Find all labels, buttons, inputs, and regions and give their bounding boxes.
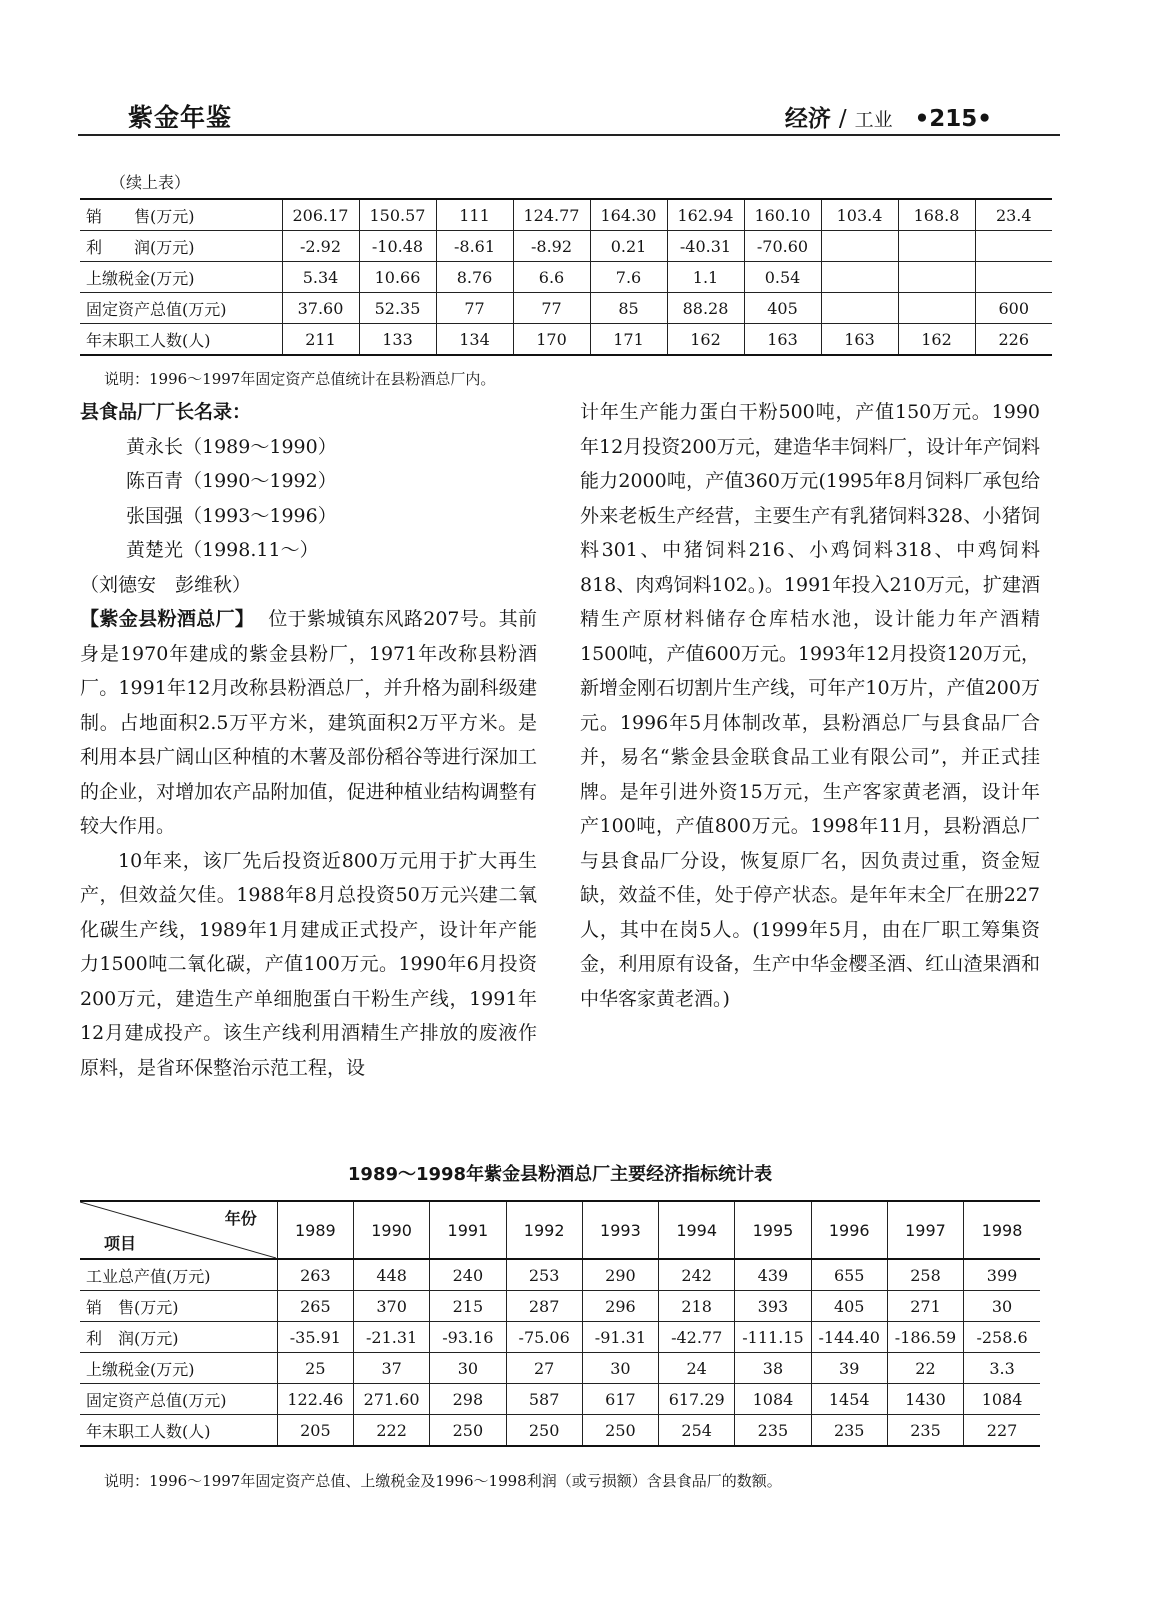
- table-cell: 253: [506, 1259, 582, 1291]
- entry-paragraph: [80, 602, 537, 844]
- table-cell: 24: [659, 1353, 735, 1384]
- table-cell: 439: [735, 1259, 811, 1291]
- table-cell: [898, 293, 975, 324]
- table-cell: 1.1: [667, 262, 744, 293]
- table-cell: 103.4: [821, 199, 898, 231]
- table-cell: [898, 262, 975, 293]
- table-cell: 258: [887, 1259, 963, 1291]
- table-cell: 600: [975, 293, 1052, 324]
- director-item: 张国强（1993～1996）: [126, 504, 337, 527]
- table-row: [80, 1353, 1040, 1384]
- right-column: [580, 395, 1040, 1016]
- table-cell: 448: [353, 1259, 429, 1291]
- row-label: 利 润(万元): [80, 1322, 277, 1353]
- table-row: [80, 262, 1052, 293]
- table-cell: 1430: [887, 1384, 963, 1415]
- table-cell: -75.06: [506, 1322, 582, 1353]
- table-cell: 3.3: [964, 1353, 1040, 1384]
- director-item: 陈百青（1990～1992）: [126, 470, 337, 492]
- table-cell: 265: [277, 1291, 353, 1322]
- left-column: [80, 395, 537, 1085]
- table-cell: 88.28: [667, 293, 744, 324]
- header-item-label: 项目: [104, 1234, 137, 1253]
- table-cell: 122.46: [277, 1384, 353, 1415]
- table-cell: 0.21: [590, 231, 667, 262]
- table-cell: 655: [811, 1259, 887, 1291]
- table-cell: 52.35: [359, 293, 436, 324]
- section-name: 经济: [784, 106, 831, 132]
- table-cell: 235: [735, 1415, 811, 1447]
- table-cell: 393: [735, 1291, 811, 1322]
- table-cell: 8.76: [436, 262, 513, 293]
- row-label: 上缴税金(万元): [80, 262, 282, 293]
- table-row: [80, 231, 1052, 262]
- table-cell: 211: [282, 324, 359, 356]
- table-row: [80, 1322, 1040, 1353]
- table-cell: 162: [898, 324, 975, 356]
- page-header: [78, 98, 1060, 136]
- table-cell: -70.60: [744, 231, 821, 262]
- table-cell: -91.31: [582, 1322, 658, 1353]
- table-cell: 170: [513, 324, 590, 356]
- table-cell: 242: [659, 1259, 735, 1291]
- year-header: 1992: [506, 1201, 582, 1259]
- table-cell: [821, 231, 898, 262]
- table-cell: 150.57: [359, 199, 436, 231]
- table-cell: 77: [513, 293, 590, 324]
- book-title: 紫金年鉴: [128, 103, 233, 132]
- table-cell: [821, 262, 898, 293]
- row-label: 年末职工人数(人): [80, 1415, 277, 1447]
- table-row: [80, 1415, 1040, 1447]
- table-cell: 206.17: [282, 199, 359, 231]
- table-cell: 168.8: [898, 199, 975, 231]
- table-cell: 617: [582, 1384, 658, 1415]
- section-label: [785, 100, 992, 133]
- table-cell: 124.77: [513, 199, 590, 231]
- table-cell: 399: [964, 1259, 1040, 1291]
- table-cell: 240: [430, 1259, 506, 1291]
- table-cell: 617.29: [659, 1384, 735, 1415]
- table-row: [80, 324, 1052, 356]
- table-cell: 133: [359, 324, 436, 356]
- table-cell: 263: [277, 1259, 353, 1291]
- table-cell: -35.91: [277, 1322, 353, 1353]
- table-cell: [975, 262, 1052, 293]
- table-cell: 0.54: [744, 262, 821, 293]
- table-cell: 250: [582, 1415, 658, 1447]
- economic-indicators-table: [80, 1200, 1040, 1447]
- table-cell: [821, 293, 898, 324]
- table-cell: 218: [659, 1291, 735, 1322]
- row-label: 上缴税金(万元): [80, 1353, 277, 1384]
- table-cell: 162: [667, 324, 744, 356]
- row-label: 利 润(万元): [80, 231, 282, 262]
- table-cell: 1454: [811, 1384, 887, 1415]
- section-separator: /: [838, 106, 847, 132]
- year-header: 1991: [430, 1201, 506, 1259]
- table-cell: 37: [353, 1353, 429, 1384]
- table-note: 说明：1996～1997年固定资产总值、上缴税金及1996～1998利润（或亏损额）含县食品厂的数额。: [104, 1472, 782, 1490]
- year-header: 1997: [887, 1201, 963, 1259]
- table-cell: -40.31: [667, 231, 744, 262]
- table-cell: 1084: [735, 1384, 811, 1415]
- table-cell: -8.92: [513, 231, 590, 262]
- continued-stats-table: [80, 198, 1052, 356]
- table-cell: 587: [506, 1384, 582, 1415]
- table-cell: 222: [353, 1415, 429, 1447]
- year-header: 1994: [659, 1201, 735, 1259]
- table-cell: 39: [811, 1353, 887, 1384]
- table-row: [80, 293, 1052, 324]
- year-header: 1998: [964, 1201, 1040, 1259]
- table-cell: 164.30: [590, 199, 667, 231]
- table-cell: 171: [590, 324, 667, 356]
- table-cell: 163: [744, 324, 821, 356]
- table-continued-label: （续上表）: [110, 173, 191, 192]
- table-cell: 250: [506, 1415, 582, 1447]
- table-cell: -21.31: [353, 1322, 429, 1353]
- entry-text: 位于紫城镇东风路207号。其前身是1970年建成的紫金县粉厂，1971年改称县粉酒厂。1991年12月改称县粉酒总厂，并升格为副科级建制。占地面积2.5万平方米，建筑面积2万平方米。是利用本县广阔山区种植的木薯及部份稻谷等进行深加工的企业，对增加农产品附加值，促进种植业结构调整有较大作用。: [80, 608, 537, 837]
- table-cell: 271.60: [353, 1384, 429, 1415]
- table-cell: [975, 231, 1052, 262]
- table-cell: 296: [582, 1291, 658, 1322]
- table-cell: 287: [506, 1291, 582, 1322]
- table-cell: 254: [659, 1415, 735, 1447]
- row-label: 年末职工人数(人): [80, 324, 282, 356]
- table-row: [80, 199, 1052, 231]
- table-row: [80, 1259, 1040, 1291]
- director-item: 黄永长（1989～1990）: [126, 435, 337, 458]
- year-header: 1996: [811, 1201, 887, 1259]
- row-label: 工业总产值(万元): [80, 1259, 277, 1291]
- entry-title: 【紫金县粉酒总厂】: [80, 608, 255, 630]
- row-label: 销 售(万元): [80, 199, 282, 231]
- table-cell: 215: [430, 1291, 506, 1322]
- table-cell: 160.10: [744, 199, 821, 231]
- table-cell: 1084: [964, 1384, 1040, 1415]
- table-cell: -258.6: [964, 1322, 1040, 1353]
- table-cell: 227: [964, 1415, 1040, 1447]
- table-cell: 27: [506, 1353, 582, 1384]
- year-header: 1993: [582, 1201, 658, 1259]
- table-cell: 30: [582, 1353, 658, 1384]
- year-header: 1989: [277, 1201, 353, 1259]
- table-cell: 370: [353, 1291, 429, 1322]
- authors: （刘德安 彭维秋）: [80, 573, 252, 596]
- table-cell: 10.66: [359, 262, 436, 293]
- table-cell: -93.16: [430, 1322, 506, 1353]
- table-cell: 23.4: [975, 199, 1052, 231]
- table-cell: 5.34: [282, 262, 359, 293]
- table-row: [80, 1384, 1040, 1415]
- table-cell: 85: [590, 293, 667, 324]
- table-cell: -144.40: [811, 1322, 887, 1353]
- table-note: 说明：1996～1997年固定资产总值统计在县粉酒总厂内。: [104, 370, 496, 388]
- table-cell: -186.59: [887, 1322, 963, 1353]
- directory-title: 县食品厂厂长名录：: [80, 401, 252, 423]
- table-cell: 271: [887, 1291, 963, 1322]
- table-cell: 30: [430, 1353, 506, 1384]
- page-number: •215•: [914, 106, 992, 132]
- table-cell: -42.77: [659, 1322, 735, 1353]
- table-cell: 235: [887, 1415, 963, 1447]
- table-cell: 250: [430, 1415, 506, 1447]
- table-row: [80, 1291, 1040, 1322]
- table-cell: 205: [277, 1415, 353, 1447]
- year-header: 1995: [735, 1201, 811, 1259]
- table-cell: 22: [887, 1353, 963, 1384]
- table-cell: -10.48: [359, 231, 436, 262]
- table-cell: -111.15: [735, 1322, 811, 1353]
- subsection-name: 工业: [854, 109, 893, 131]
- table-cell: 226: [975, 324, 1052, 356]
- table-cell: 134: [436, 324, 513, 356]
- table-cell: 37.60: [282, 293, 359, 324]
- table-cell: 6.6: [513, 262, 590, 293]
- table-cell: 111: [436, 199, 513, 231]
- table-cell: [898, 231, 975, 262]
- table-cell: 25: [277, 1353, 353, 1384]
- body-paragraph: 计年生产能力蛋白干粉500吨，产值150万元。1990年12月投资200万元，建造华丰饲料厂，设计年产饲料能力2000吨，产值360万元(1995年8月饲料厂承包给外来老板生产经营，主要生产有乳猪饲料328、小猪饲料301、中猪饲料216、小鸡饲料318、中鸡饲料818、肉鸡饲料102。)。1991年投入210万元，扩建酒精生产原材料储存仓库桔水池，设计能力年产酒精1500吨，产值600万元。1993年12月投资120万元，新增金刚石切割片生产线，可年产10万片，产值200万元。1996年5月体制改革，县粉酒总厂与县食品厂合并，易名“紫金县金联食品工业有限公司”，并正式挂牌。是年引进外资15万元，生产客家黄老酒，设计年产100吨，产值800万元。1998年11月，县粉酒总厂与县食品厂分设，恢复原厂名，因负责过重，资金短缺，效益不佳，处于停产状态。是年年末全厂在册227人，其中在岗5人。(1999年5月，由在厂职工筹集资金，利用原有设备，生产中华金樱圣酒、红山渣果酒和中华客家黄老酒。): [580, 401, 1040, 1010]
- table-cell: 290: [582, 1259, 658, 1291]
- table-cell: 298: [430, 1384, 506, 1415]
- table-cell: 7.6: [590, 262, 667, 293]
- director-item: 黄楚光（1998.11～）: [126, 539, 319, 561]
- table-caption: 1989～1998年紫金县粉酒总厂主要经济指标统计表: [347, 1164, 773, 1185]
- row-label: 固定资产总值(万元): [80, 1384, 277, 1415]
- table-cell: 163: [821, 324, 898, 356]
- header-year-label: 年份: [224, 1209, 257, 1228]
- table-cell: 30: [964, 1291, 1040, 1322]
- body-paragraph: 10年来，该厂先后投资近800万元用于扩大再生产，但效益欠佳。1988年8月总投资50万元兴建二氧化碳生产线，1989年1月建成正式投产，设计年产能力1500吨二氧化碳，产值100万元。1990年6月投资200万元，建造生产单细胞蛋白干粉生产线，1991年12月建成投产。该生产线利用酒精生产排放的废液作原料，是省环保整治示范工程，设: [80, 849, 537, 1079]
- table-cell: 235: [811, 1415, 887, 1447]
- table-cell: -2.92: [282, 231, 359, 262]
- table-cell: -8.61: [436, 231, 513, 262]
- table-cell: 162.94: [667, 199, 744, 231]
- table-cell: 77: [436, 293, 513, 324]
- header-corner-cell: [80, 1201, 277, 1259]
- table-cell: 405: [811, 1291, 887, 1322]
- table-cell: 405: [744, 293, 821, 324]
- table-cell: 38: [735, 1353, 811, 1384]
- row-label: 固定资产总值(万元): [80, 293, 282, 324]
- year-header: 1990: [353, 1201, 429, 1259]
- row-label: 销 售(万元): [80, 1291, 277, 1322]
